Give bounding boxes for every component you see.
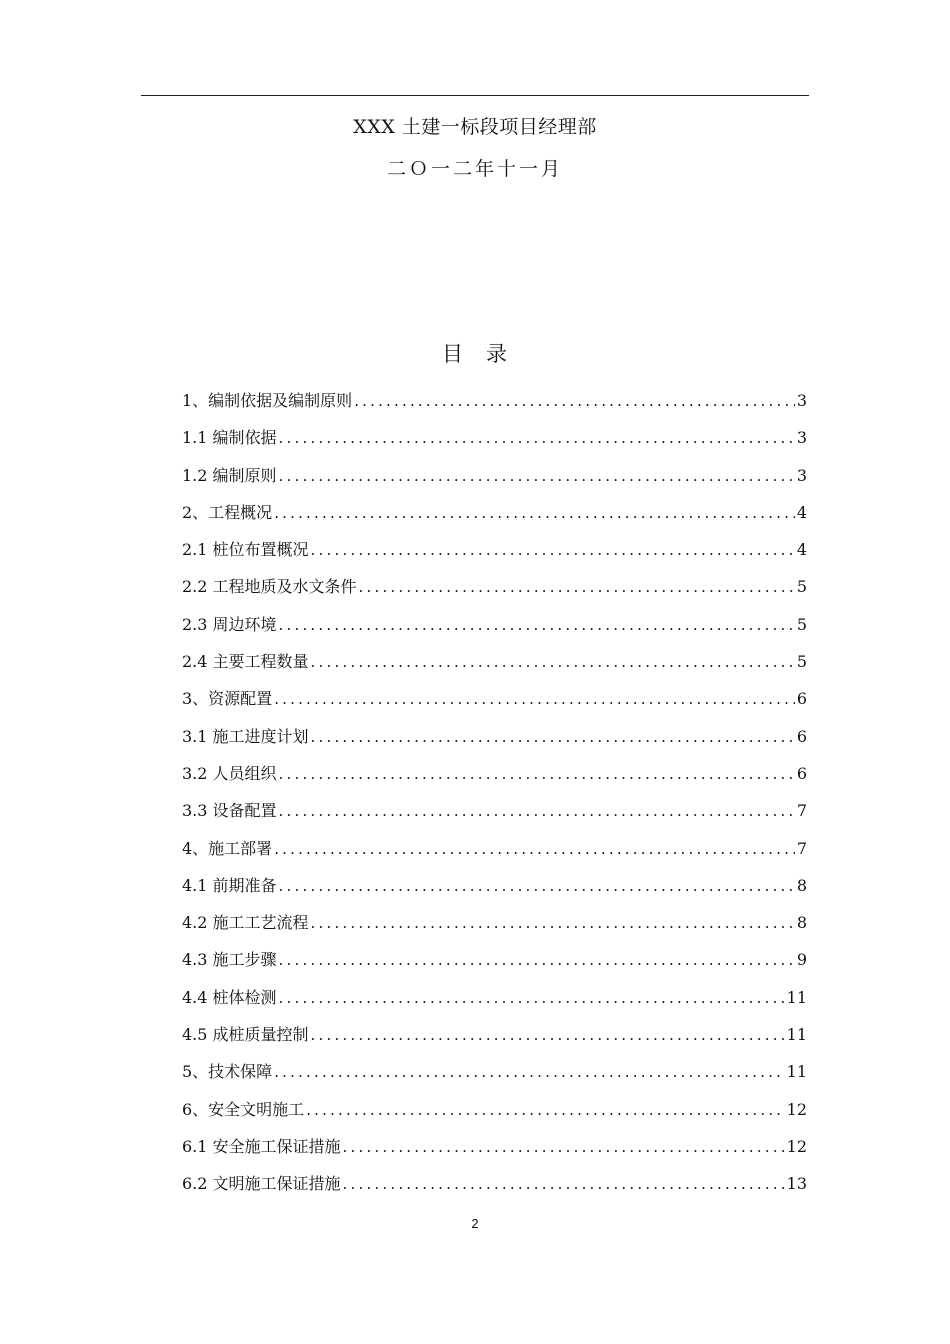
toc-entry-page: 4 xyxy=(796,502,807,522)
toc-dot-leader xyxy=(354,387,795,415)
toc-entry-page: 12 xyxy=(786,1136,807,1156)
toc-dot-leader xyxy=(343,1133,785,1161)
toc-entry-label: 6、安全文明施工 xyxy=(182,1099,305,1119)
toc-entry-label: 3.3 设备配置 xyxy=(182,801,277,821)
toc-entry[interactable] xyxy=(182,723,807,760)
toc-dot-leader xyxy=(274,499,795,527)
toc-dot-leader xyxy=(279,984,785,1012)
toc-entry[interactable] xyxy=(182,1133,807,1170)
toc-dot-leader xyxy=(279,611,795,639)
toc-entry-label: 2.3 周边环境 xyxy=(182,614,277,634)
toc-entry-label: 1.2 编制原则 xyxy=(182,465,277,485)
toc-entry-label: 1、编制依据及编制原则 xyxy=(182,391,353,410)
toc-dot-leader xyxy=(274,685,795,713)
toc-entry-page: 3 xyxy=(796,391,807,410)
toc-entry-label: 3.1 施工进度计划 xyxy=(182,726,309,746)
toc-entry-page: 3 xyxy=(796,465,807,485)
toc-entry-page: 5 xyxy=(796,577,807,597)
toc-entry[interactable] xyxy=(182,797,807,834)
toc-entry-page: 12 xyxy=(786,1099,807,1119)
toc-entry[interactable] xyxy=(182,835,807,872)
toc-dot-leader xyxy=(311,909,795,937)
toc-entry-page: 4 xyxy=(796,540,807,560)
toc-entry[interactable] xyxy=(182,1170,807,1207)
toc-dot-leader xyxy=(279,760,795,788)
toc-entry-page: 8 xyxy=(796,913,807,933)
toc-dot-leader xyxy=(279,424,795,452)
toc-entry[interactable] xyxy=(182,685,807,722)
toc-entry-page: 6 xyxy=(796,689,807,709)
toc-entry[interactable] xyxy=(182,573,807,610)
toc-entry-label: 6.1 安全施工保证措施 xyxy=(182,1136,341,1156)
toc-entry[interactable] xyxy=(182,499,807,536)
toc-entry[interactable] xyxy=(182,424,807,461)
toc-entry-label: 4.3 施工步骤 xyxy=(182,950,277,970)
toc-entry-label: 4.5 成桩质量控制 xyxy=(182,1025,309,1045)
header-rule xyxy=(141,95,809,96)
toc-dot-leader xyxy=(359,573,795,601)
toc-entry-label: 1.1 编制依据 xyxy=(182,428,277,448)
toc-entry-page: 9 xyxy=(796,950,807,970)
toc-entry-label: 4.1 前期准备 xyxy=(182,875,277,895)
toc-dot-leader xyxy=(343,1170,785,1198)
page-number: 2 xyxy=(471,1216,479,1231)
document-date: 二Ｏ一二年十一月 xyxy=(386,158,563,180)
toc-entry-page: 11 xyxy=(786,987,807,1007)
toc-entry[interactable] xyxy=(182,946,807,983)
toc-entry[interactable] xyxy=(182,1021,807,1058)
toc-entry[interactable] xyxy=(182,648,807,685)
toc-entry[interactable] xyxy=(182,387,807,424)
toc-dot-leader xyxy=(311,536,795,564)
toc-entry-page: 7 xyxy=(796,801,807,821)
toc-entry[interactable] xyxy=(182,1058,807,1095)
toc-dot-leader xyxy=(306,1096,784,1124)
toc-entry-label: 2.4 主要工程数量 xyxy=(182,652,309,672)
toc-dot-leader xyxy=(279,872,795,900)
toc-dot-leader xyxy=(274,1058,784,1086)
toc-entry-page: 5 xyxy=(796,652,807,672)
toc-entry[interactable] xyxy=(182,611,807,648)
toc-entry[interactable] xyxy=(182,462,807,499)
toc-entry-label: 2.2 工程地质及水文条件 xyxy=(182,577,357,597)
toc-entry-label: 4.4 桩体检测 xyxy=(182,987,277,1007)
toc-entry[interactable] xyxy=(182,1096,807,1133)
toc-title: 目 录 xyxy=(442,342,508,366)
toc-dot-leader xyxy=(311,1021,785,1049)
toc-entry-page: 6 xyxy=(796,763,807,783)
toc-entry[interactable] xyxy=(182,909,807,946)
toc-entry-label: 3、资源配置 xyxy=(182,689,273,709)
organization-name: XXX 土建一标段项目经理部 xyxy=(353,116,597,138)
toc-entry-label: 3.2 人员组织 xyxy=(182,763,277,783)
table-of-contents xyxy=(182,387,807,1208)
toc-dot-leader xyxy=(279,946,795,974)
toc-entry-label: 5、技术保障 xyxy=(182,1062,273,1082)
toc-dot-leader xyxy=(274,835,795,863)
toc-entry-page: 11 xyxy=(786,1025,807,1045)
toc-entry-label: 2、工程概况 xyxy=(182,502,273,522)
toc-dot-leader xyxy=(279,797,795,825)
toc-entry-label: 4.2 施工工艺流程 xyxy=(182,913,309,933)
toc-entry[interactable] xyxy=(182,760,807,797)
toc-dot-leader xyxy=(311,723,795,751)
toc-entry-label: 6.2 文明施工保证措施 xyxy=(182,1174,341,1194)
toc-dot-leader xyxy=(311,648,795,676)
toc-entry-page: 6 xyxy=(796,726,807,746)
toc-entry-page: 7 xyxy=(796,838,807,858)
toc-entry-page: 8 xyxy=(796,875,807,895)
toc-entry-page: 5 xyxy=(796,614,807,634)
toc-entry[interactable] xyxy=(182,872,807,909)
toc-entry-page: 11 xyxy=(786,1062,807,1082)
toc-dot-leader xyxy=(279,462,795,490)
toc-entry-page: 13 xyxy=(786,1174,807,1194)
toc-entry-label: 2.1 桩位布置概况 xyxy=(182,540,309,560)
toc-entry[interactable] xyxy=(182,984,807,1021)
toc-entry-page: 3 xyxy=(796,428,807,448)
toc-entry-label: 4、施工部署 xyxy=(182,838,273,858)
toc-entry[interactable] xyxy=(182,536,807,573)
